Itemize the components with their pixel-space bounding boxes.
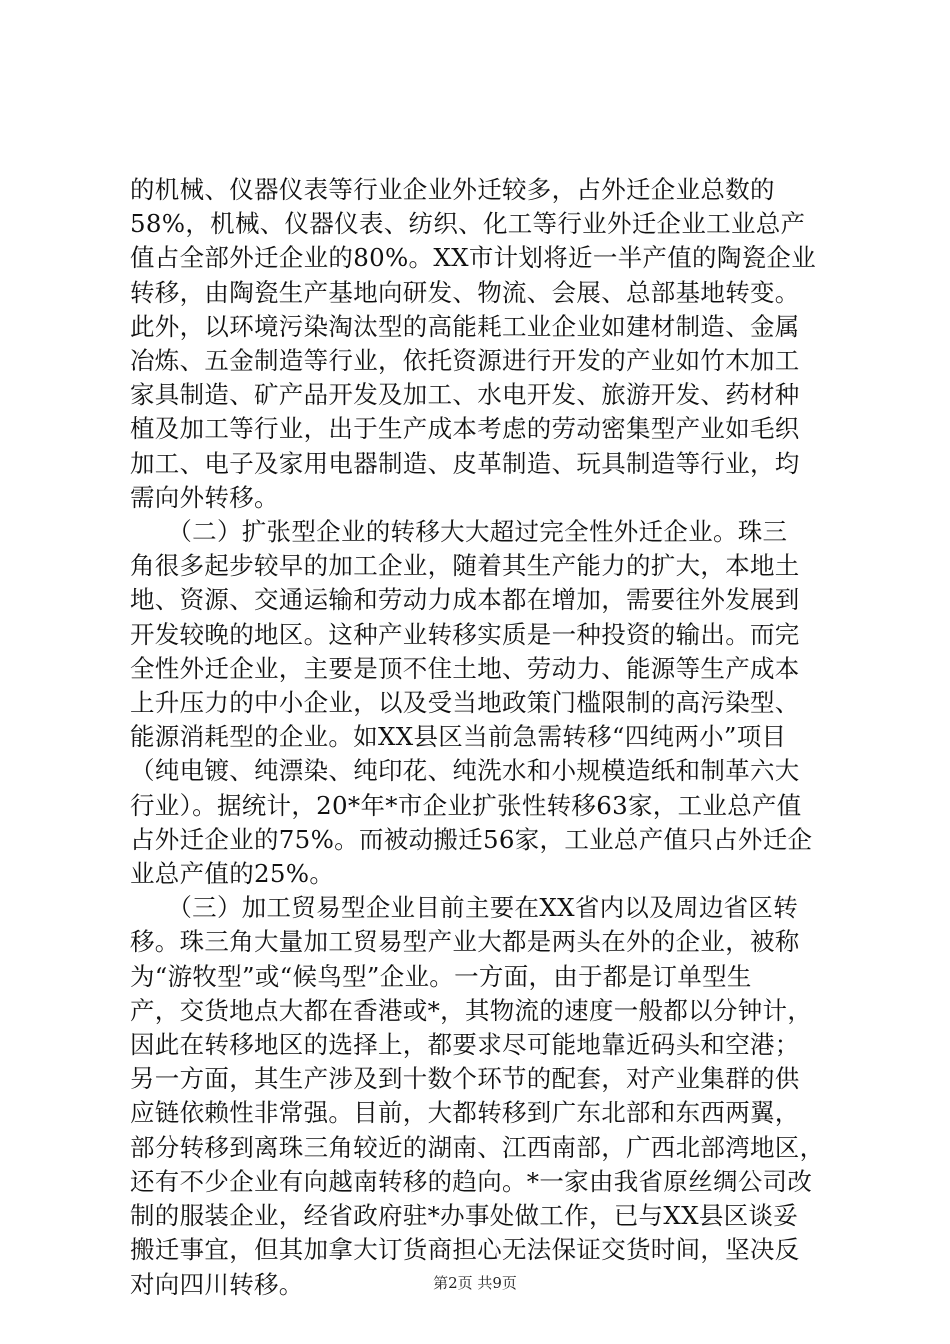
text-line: 搬迁事宜，但其加拿大订货商担心无法保证交货时间，坚决反 (130, 1235, 800, 1265)
text-line: （二）扩张型企业的转移大大超过完全性外迁企业。珠三 (130, 517, 788, 547)
text-line: 开发较晚的地区。这种产业转移实质是一种投资的输出。而完 (130, 619, 800, 649)
text-line: 业总产值的25%。 (130, 859, 335, 889)
text-line: 需向外转移。 (130, 482, 279, 512)
text-line: 为“游牧型”或“候鸟型”企业。一方面，由于都是订单型生 (130, 961, 752, 991)
text-line: 能源消耗型的企业。如XX县区当前急需转移“四纯两小”项目 (130, 722, 787, 752)
text-line: 加工、电子及家用电器制造、皮革制造、玩具制造等行业，均 (130, 448, 800, 478)
text-line: （纯电镀、纯漂染、纯印花、纯洗水和小规模造纸和制革六大 (130, 756, 800, 786)
text-line: 冶炼、五金制造等行业，依托资源进行开发的产业如竹木加工 (130, 346, 800, 376)
text-line: 值占全部外迁企业的80%。XX市计划将近一半产值的陶瓷企业 (130, 243, 817, 273)
text-line: 移。珠三角大量加工贸易型产业大都是两头在外的企业，被称 (130, 927, 800, 957)
text-line: 58%，机械、仪器仪表、纺织、化工等行业外迁企业工业总产 (130, 209, 806, 239)
text-line: 还有不少企业有向越南转移的趋向。*一家由我省原丝绸公司改 (130, 1166, 813, 1196)
text-line: 地、资源、交通运输和劳动力成本都在增加，需要往外发展到 (130, 585, 800, 615)
text-line: 全性外迁企业，主要是顶不住土地、劳动力、能源等生产成本 (130, 653, 800, 683)
page-number: 第2页 共9页 (433, 1274, 517, 1292)
text-line: 应链依赖性非常强。目前，大都转移到广东北部和东西两翼， (130, 1098, 800, 1128)
text-line: 产，交货地点大都在香港或*，其物流的速度一般都以分钟计， (130, 995, 813, 1025)
text-line: 角很多起步较早的加工企业，随着其生产能力的扩大，本地土 (130, 551, 800, 581)
text-line: 因此在转移地区的选择上，都要求尽可能地靠近码头和空港； (130, 1030, 800, 1060)
text-line: 此外，以环境污染淘汰型的高能耗工业企业如建材制造、金属 (130, 311, 800, 341)
text-line: （三）加工贸易型企业目前主要在XX省内以及周边省区转 (130, 893, 799, 923)
text-line: 占外迁企业的75%。而被动搬迁56家，工业总产值只占外迁企 (130, 824, 813, 854)
text-line: 植及加工等行业，出于生产成本考虑的劳动密集型产业如毛织 (130, 414, 800, 444)
text-line: 行业）。据统计，20*年*市企业扩张性转移63家，工业总产值 (130, 790, 802, 820)
page-footer (0, 1272, 950, 1293)
text-line: 制的服装企业，经省政府驻*办事处做工作，已与XX县区谈妥 (130, 1201, 799, 1231)
text-line: 的机械、仪器仪表等行业企业外迁较多，占外迁企业总数的 (130, 175, 775, 204)
text-line: 对向四川转移。 (130, 1269, 304, 1299)
document-body (130, 173, 850, 1302)
text-line: 另一方面，其生产涉及到十数个环节的配套，对产业集群的供 (130, 1064, 800, 1094)
text-line: 家具制造、矿产品开发及加工、水电开发、旅游开发、药材种 (130, 380, 800, 410)
text-line: 部分转移到离珠三角较近的湖南、江西南部，广西北部湾地区， (130, 1132, 825, 1162)
text-line: 转移，由陶瓷生产基地向研发、物流、会展、总部基地转变。 (130, 277, 800, 307)
text-line: 上升压力的中小企业，以及受当地政策门槛限制的高污染型、 (130, 688, 800, 718)
